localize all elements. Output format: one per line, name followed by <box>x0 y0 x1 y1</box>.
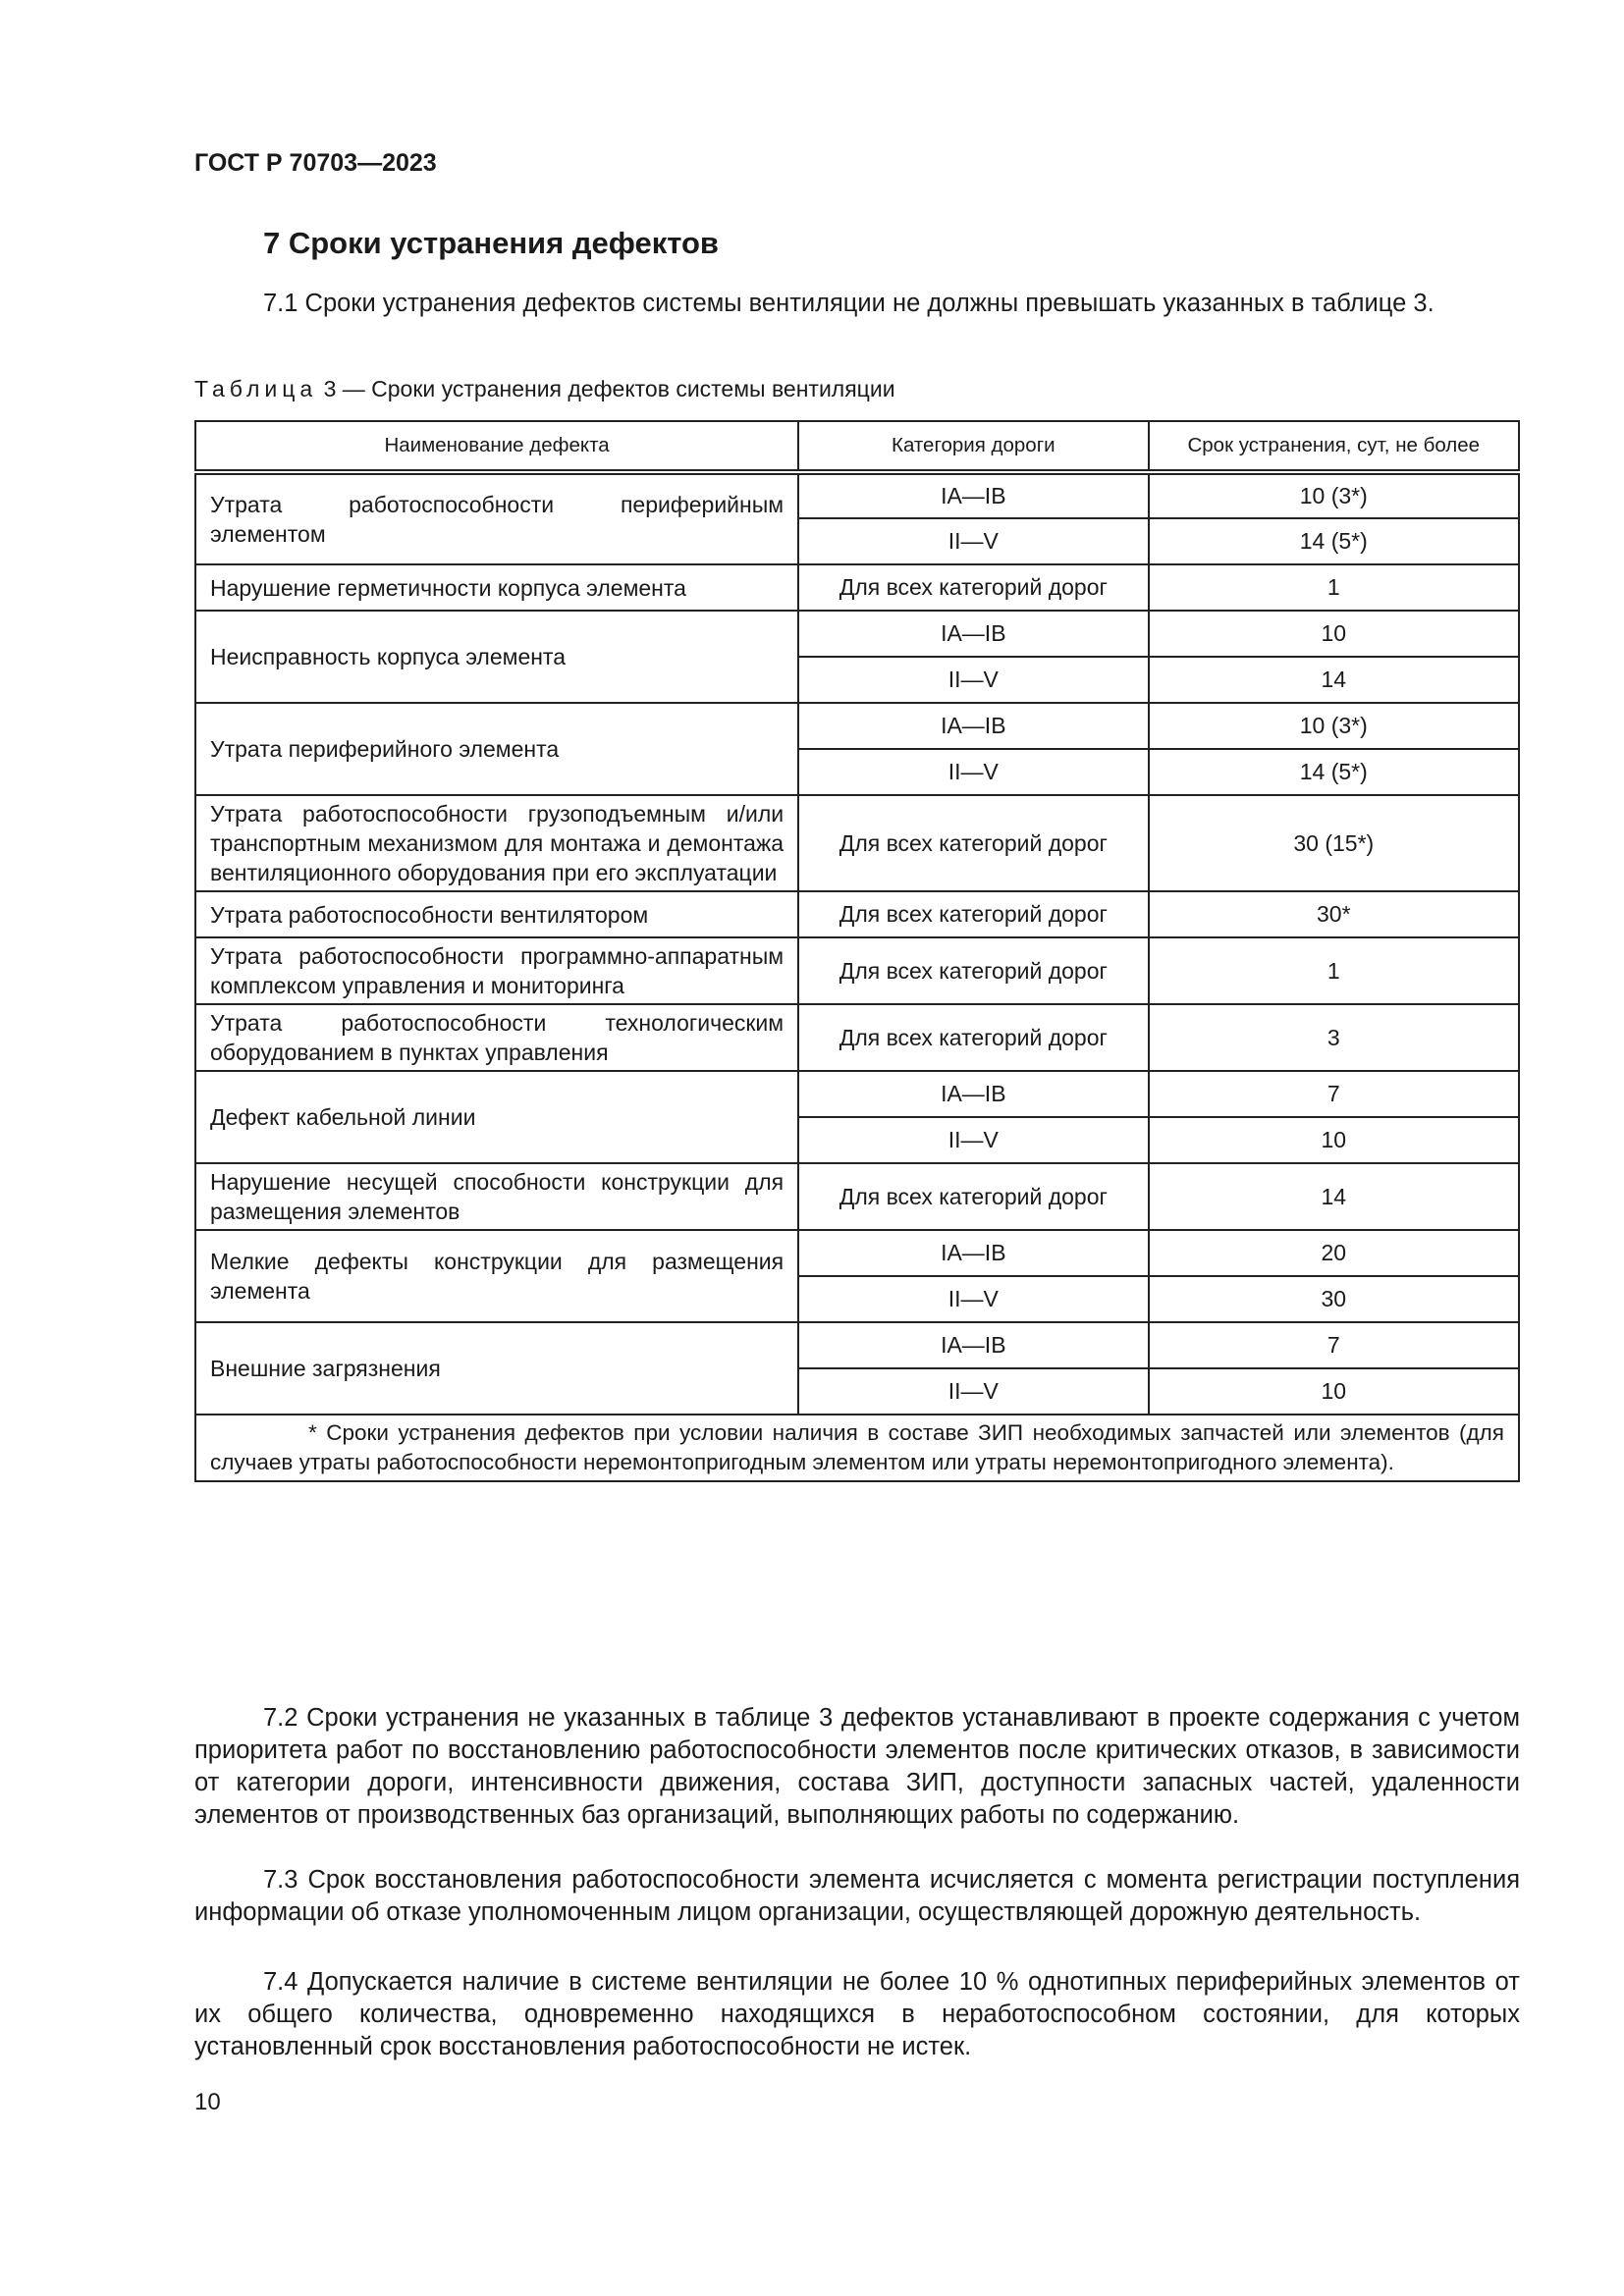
road-category-cell: IA—IB <box>798 472 1148 518</box>
road-category-cell: Для всех категорий дорог <box>798 1004 1148 1071</box>
table-header-row <box>195 421 1519 472</box>
road-category-cell: IA—IB <box>798 1071 1148 1117</box>
section-title: 7 Сроки устранения дефектов <box>263 226 719 260</box>
defect-name-cell: Утрата работоспособности грузоподъемным и/или транспортным механизмом для монтажа и демонтажа вентиляционного оборудования при его эксплуатации <box>195 795 798 891</box>
road-category-cell: II—V <box>798 657 1148 703</box>
term-cell: 14 (5*) <box>1149 518 1519 564</box>
road-category-cell: IA—IB <box>798 703 1148 749</box>
table-row <box>195 1322 1519 1368</box>
table-footnote-row <box>195 1415 1519 1481</box>
table-row <box>195 795 1519 891</box>
term-cell: 30* <box>1149 891 1519 937</box>
term-cell: 1 <box>1149 564 1519 611</box>
table-row <box>195 472 1519 518</box>
defect-name-cell: Нарушение несущей способности конструкции для размещения элементов <box>195 1163 798 1230</box>
road-category-cell: Для всех категорий дорог <box>798 1163 1148 1230</box>
road-category-cell: Для всех категорий дорог <box>798 795 1148 891</box>
defect-name-cell: Мелкие дефекты конструкции для размещения элемента <box>195 1230 798 1322</box>
defect-name-cell: Нарушение герметичности корпуса элемента <box>195 564 798 611</box>
term-cell: 7 <box>1149 1322 1519 1368</box>
defect-name-cell: Утрата периферийного элемента <box>195 703 798 795</box>
document-code-header: ГОСТ Р 70703—2023 <box>194 149 437 177</box>
table-row <box>195 1163 1519 1230</box>
table-row <box>195 1071 1519 1117</box>
paragraph-7-3: 7.3 Срок восстановления работоспособности элемента исчисляется с момента регистрации поступления информации об отказе уполномоченным лицом организации, осуществляющей дорожную деятельность. <box>194 1866 1520 1926</box>
table-row <box>195 703 1519 749</box>
term-cell: 14 <box>1149 657 1519 703</box>
defect-name-cell: Дефект кабельной линии <box>195 1071 798 1163</box>
term-cell: 14 <box>1149 1163 1519 1230</box>
paragraph-7-2: 7.2 Сроки устранения не указанных в таблице 3 дефектов устанавливают в проекте содержания с учетом приоритета работ по восстановлению работоспособности элементов после критических отказов, в зависимости от категории дороги, интенсивности движения, состава ЗИП, доступности запасных частей, удаленности элементов от производственных баз организаций, выполняющих работы по содержанию. <box>194 1704 1520 1829</box>
term-cell: 10 <box>1149 611 1519 657</box>
defect-name-cell: Утрата работоспособности вентилятором <box>195 891 798 937</box>
table-row <box>195 1004 1519 1071</box>
defect-name-cell: Неисправность корпуса элемента <box>195 611 798 703</box>
column-header-term: Срок устранения, сут, не более <box>1149 421 1519 472</box>
column-header-road-category: Категория дороги <box>798 421 1148 472</box>
defects-table <box>194 420 1520 1482</box>
column-header-defect-name: Наименование дефекта <box>195 421 798 472</box>
term-cell: 10 <box>1149 1368 1519 1415</box>
defect-name-cell: Утрата работоспособности технологическим оборудованием в пунктах управления <box>195 1004 798 1071</box>
table-caption <box>194 376 895 402</box>
term-cell: 3 <box>1149 1004 1519 1071</box>
page-number: 10 <box>194 2089 221 2115</box>
road-category-cell: IA—IB <box>798 1322 1148 1368</box>
table-caption-text: 3 — Сроки устранения дефектов системы вентиляции <box>323 376 895 401</box>
term-cell: 30 (15*) <box>1149 795 1519 891</box>
term-cell: 1 <box>1149 937 1519 1004</box>
table-row <box>195 1230 1519 1276</box>
table-caption-label: Таблица <box>194 376 318 401</box>
road-category-cell: IA—IB <box>798 611 1148 657</box>
road-category-cell: IA—IB <box>798 1230 1148 1276</box>
term-cell: 10 <box>1149 1117 1519 1163</box>
table-row <box>195 937 1519 1004</box>
paragraph-7-1: 7.1 Сроки устранения дефектов системы вентиляции не должны превышать указанных в таблице 3. <box>263 290 1435 317</box>
road-category-cell: II—V <box>798 749 1148 795</box>
paragraph-7-4: 7.4 Допускается наличие в системе вентиляции не более 10 % однотипных периферийных элементов от их общего количества, одновременно находящихся в неработоспособном состоянии, для которых установленный срок восстановления работоспособности не истек. <box>194 1968 1520 2060</box>
table-row <box>195 564 1519 611</box>
defect-name-cell: Утрата работоспособности периферийным элементом <box>195 472 798 564</box>
defect-name-cell: Утрата работоспособности программно-аппаратным комплексом управления и мониторинга <box>195 937 798 1004</box>
table-row <box>195 891 1519 937</box>
term-cell: 20 <box>1149 1230 1519 1276</box>
road-category-cell: II—V <box>798 1368 1148 1415</box>
road-category-cell: Для всех категорий дорог <box>798 564 1148 611</box>
table-row <box>195 611 1519 657</box>
road-category-cell: Для всех категорий дорог <box>798 891 1148 937</box>
road-category-cell: II—V <box>798 1117 1148 1163</box>
term-cell: 7 <box>1149 1071 1519 1117</box>
defect-name-cell: Внешние загрязнения <box>195 1322 798 1415</box>
road-category-cell: II—V <box>798 1276 1148 1322</box>
road-category-cell: II—V <box>798 518 1148 564</box>
term-cell: 30 <box>1149 1276 1519 1322</box>
table-footnote: * Сроки устранения дефектов при условии наличия в составе ЗИП необходимых запчастей или элементов (для случаев утраты работоспособности неремонтопригодным элементом или утраты неремонтопригодного элемента). <box>195 1415 1519 1481</box>
road-category-cell: Для всех категорий дорог <box>798 937 1148 1004</box>
term-cell: 14 (5*) <box>1149 749 1519 795</box>
term-cell: 10 (3*) <box>1149 703 1519 749</box>
term-cell: 10 (3*) <box>1149 472 1519 518</box>
